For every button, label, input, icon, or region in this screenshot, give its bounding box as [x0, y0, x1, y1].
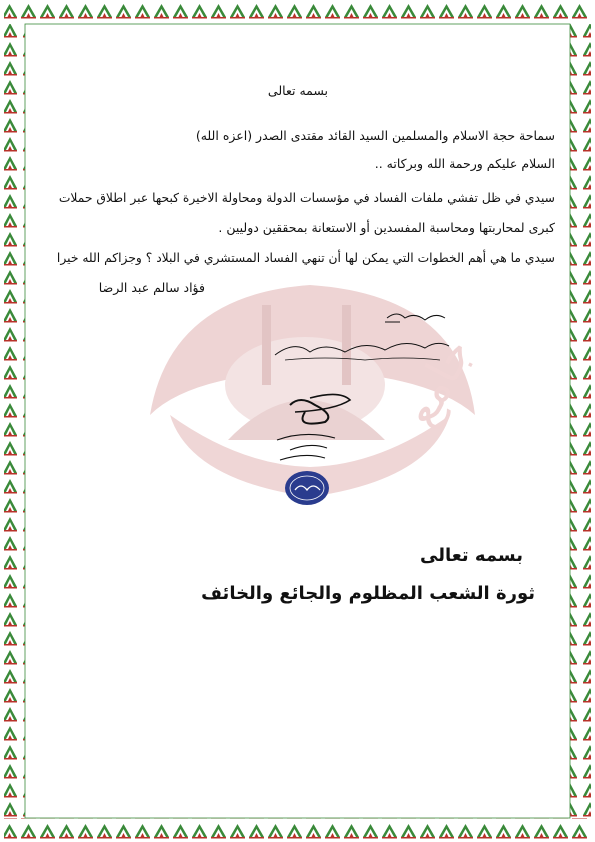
- handwritten-reply: [265, 300, 455, 520]
- letter-greeting: السلام عليكم ورحمة الله وبركاته ..: [374, 156, 555, 171]
- reply-heading: بسمه تعالى: [420, 545, 523, 566]
- svg-text:جامع: جامع: [392, 328, 483, 436]
- reply-statement: ثورة الشعب المظلوم والجائع والخائف: [201, 583, 535, 604]
- letter-body: [35, 80, 555, 310]
- letter-body-line-2: كبرى لمحاربتها ومحاسبة المفسدين أو الاستعانة بمحققين دوليين .: [218, 220, 555, 235]
- handwritten-reply-drawing: [265, 300, 455, 520]
- letter-salutation: بسمه تعالى: [267, 83, 328, 98]
- letter-addressee: سماحة حجة الاسلام والمسلمين السيد القائد مقتدى الصدر (اعزه الله): [195, 128, 555, 143]
- letter-question: سيدي ما هي أهم الخطوات التي يمكن لها أن تنهي الفساد المستشري في البلاد ؟ وجزاكم الله خيرا: [56, 251, 555, 265]
- seal-stamp: [285, 471, 329, 505]
- letter-body-line-1: سيدي في ظل تفشي ملفات الفساد في مؤسسات الدولة ومحاولة الاخيرة كبحها عبر اطلاق حملات: [58, 191, 555, 205]
- letter-sender: فؤاد سالم عبد الرضا: [98, 280, 205, 295]
